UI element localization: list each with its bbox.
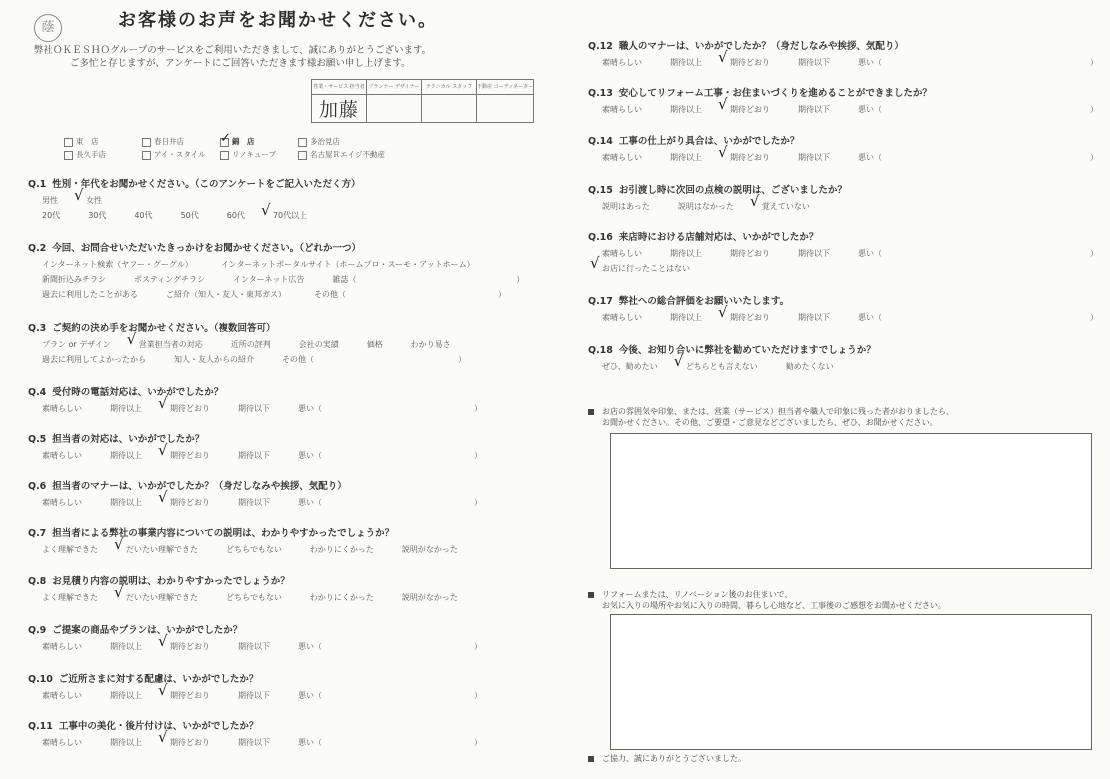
question-heading	[28, 176, 548, 190]
question-number: Q.3	[28, 323, 47, 334]
question-text: 性別・年代をお聞かせください。（このアンケートをご記入いただく方）	[52, 179, 361, 190]
answer-option[interactable]: インターネット広告	[233, 275, 305, 284]
checkbox-icon[interactable]	[220, 151, 229, 160]
answer-option[interactable]: 期待以上	[670, 58, 702, 67]
question-text: 弊社への総合評価をお願いいたします。	[618, 296, 790, 307]
answer-row	[28, 497, 548, 509]
question-text: 担当者のマナーは、いかがでしたか？（身だしなみや挨拶、気配り）	[52, 481, 347, 492]
question-number: Q.15	[588, 185, 613, 196]
question-number: Q.8	[28, 576, 47, 587]
question-heading	[588, 342, 1100, 356]
store-label: リノキューブ	[232, 150, 277, 159]
comment-1-line-1: お店の雰囲気や印象、または、営業（サービス）担当者や職人で印象に残った者がおりましたら、	[602, 407, 954, 416]
answer-option[interactable]: ぜひ、勧めたい	[602, 362, 658, 371]
store-option[interactable]	[298, 149, 385, 160]
answer-option[interactable]: 素晴らしい	[42, 404, 82, 413]
staff-header-planner: プランナー デザイナー	[367, 80, 422, 95]
answer-row	[28, 195, 548, 207]
comment-2-box[interactable]	[610, 614, 1092, 750]
answer-option-selected[interactable]: √ 期待どおり	[162, 641, 210, 653]
answer-option[interactable]: 期待以下	[798, 313, 830, 322]
question-block	[28, 384, 548, 418]
answer-option[interactable]: 期待以下	[238, 498, 270, 507]
answer-option-selected[interactable]: √ お店に行ったことはない	[594, 263, 690, 275]
answer-option[interactable]: 悪い（ ）	[298, 451, 482, 460]
answer-option[interactable]: 期待以下	[798, 105, 830, 114]
answer-option[interactable]: 雑誌（ ）	[332, 275, 525, 284]
question-block	[28, 478, 548, 512]
store-option[interactable]	[142, 136, 220, 147]
answer-row	[588, 248, 1100, 260]
question-text: 今後、お知り合いに弊社を勧めていただけますでしょうか？	[618, 345, 876, 356]
staff-header-sales: 営業・サービス 担当者	[312, 80, 367, 95]
question-text: ご契約の決め手をお聞かせください。（複数回答可）	[52, 323, 276, 334]
checked-box-icon[interactable]	[220, 138, 229, 147]
answer-option[interactable]: 勧めたくない	[785, 362, 834, 371]
answer-option-selected[interactable]: √ 期待どおり	[722, 104, 770, 116]
square-bullet-icon	[588, 756, 594, 762]
question-text: 今回、お問合せいただいたきっかけをお聞かせください。（どれか一つ）	[52, 243, 362, 254]
intro-line-1: 弊社ＯＫＥＳＨＯグループのサービスをご利用いただきまして、誠にありがとうございます。	[34, 45, 432, 56]
question-block	[28, 431, 548, 465]
company-logo: 蔭	[34, 14, 62, 42]
question-heading	[28, 431, 548, 445]
answer-option[interactable]: プラン or デザイン	[42, 340, 111, 349]
question-heading	[588, 229, 1100, 243]
answer-option[interactable]: 期待以下	[238, 451, 270, 460]
answer-row	[588, 201, 1100, 213]
question-text: ご近所さまに対する配慮は、いかがでしたか？	[58, 674, 259, 685]
question-number: Q.5	[28, 434, 47, 445]
staff-realestate-cell[interactable]	[477, 95, 534, 123]
answer-option[interactable]: 期待以上	[670, 249, 702, 258]
answer-option[interactable]: どちらでもない	[226, 545, 282, 554]
answer-option-selected[interactable]: √ 女性	[78, 195, 102, 207]
answer-row	[28, 289, 548, 301]
question-number: Q.2	[28, 243, 47, 254]
answer-option[interactable]: 期待以上	[110, 738, 142, 747]
answer-option-selected[interactable]: √ 期待どおり	[722, 312, 770, 324]
question-number: Q.18	[588, 345, 613, 356]
answer-option[interactable]: 悪い（ ）	[858, 153, 1098, 162]
answer-option[interactable]: 悪い（ ）	[858, 249, 1098, 258]
answer-row	[588, 312, 1100, 324]
question-number: Q.4	[28, 387, 47, 398]
question-heading	[588, 293, 1100, 307]
answer-option[interactable]: 価格	[366, 340, 383, 349]
answer-option[interactable]: 期待以下	[238, 691, 270, 700]
store-option[interactable]	[64, 149, 142, 160]
answer-option[interactable]: 悪い（ ）	[858, 105, 1098, 114]
answer-option[interactable]: 会社の実績	[298, 340, 339, 349]
left-column	[28, 0, 548, 779]
question-text: 安心してリフォーム工事・お住まいづくりを進めることができましたか？	[618, 88, 932, 99]
question-text: 担当者の対応は、いかがでしたか？	[52, 434, 205, 445]
question-number: Q.7	[28, 528, 47, 539]
question-heading	[588, 85, 1100, 99]
comment-1-line-2: お聞かせください。その他、ご要望・ご意見などございましたら、ぜひ、お聞かせください。	[602, 418, 938, 427]
answer-row	[588, 152, 1100, 164]
answer-row	[28, 544, 548, 556]
answer-option[interactable]: 期待以上	[670, 105, 702, 114]
store-label: 錦 店	[232, 137, 255, 146]
checkbox-icon[interactable]	[142, 151, 151, 160]
question-heading	[588, 182, 1100, 196]
answer-option[interactable]: 説明がなかった	[401, 593, 458, 602]
answer-option[interactable]: 期待以下	[238, 404, 270, 413]
question-text: 工事の仕上がり具合は、いかがでしたか？	[618, 136, 800, 147]
checkbox-icon[interactable]	[298, 138, 307, 147]
store-option[interactable]	[220, 136, 298, 147]
question-number: Q.11	[28, 721, 53, 732]
answer-option[interactable]: 素晴らしい	[602, 249, 642, 258]
answer-option[interactable]: 素晴らしい	[42, 642, 82, 651]
store-label: 東 店	[76, 137, 99, 146]
question-block	[588, 342, 1100, 376]
question-heading	[28, 573, 548, 587]
answer-option[interactable]: よく理解できた	[42, 593, 98, 602]
question-block	[28, 176, 548, 225]
question-block	[28, 573, 548, 607]
answer-option[interactable]: 悪い（ ）	[858, 58, 1098, 67]
answer-option[interactable]: 素晴らしい	[602, 313, 642, 322]
checkbox-icon[interactable]	[142, 138, 151, 147]
question-heading	[28, 718, 548, 732]
answer-option[interactable]: 期待以下	[238, 642, 270, 651]
question-number: Q.13	[588, 88, 613, 99]
question-block	[28, 718, 548, 752]
answer-option[interactable]: 過去に利用してよかったから	[42, 355, 146, 364]
question-block	[588, 182, 1100, 216]
answer-option-selected[interactable]: √ 営業担当者の対応	[131, 339, 203, 351]
store-option[interactable]	[142, 149, 220, 160]
staff-signature: 加藤	[318, 99, 359, 121]
question-block	[588, 133, 1100, 167]
question-heading	[28, 320, 548, 334]
question-heading	[588, 38, 1100, 52]
answer-option[interactable]: 素晴らしい	[602, 153, 642, 162]
staff-table	[311, 79, 534, 123]
square-bullet-icon	[588, 409, 594, 415]
question-number: Q.16	[588, 232, 613, 243]
question-text: ご提案の商品やプランは、いかがでしたか？	[52, 625, 243, 636]
question-heading	[28, 240, 548, 254]
answer-row	[28, 403, 548, 415]
answer-row	[28, 737, 548, 749]
question-text: お引渡し時に次回の点検の説明は、ございましたか？	[618, 185, 847, 196]
question-block	[588, 85, 1100, 119]
question-heading	[28, 525, 548, 539]
question-heading	[28, 671, 548, 685]
question-text: 工事中の美化・後片付けは、いかがでしたか？	[58, 721, 259, 732]
answer-option[interactable]: 60代	[226, 211, 245, 220]
answer-option[interactable]: 30代	[88, 211, 107, 220]
answer-option[interactable]: 期待以下	[238, 738, 270, 747]
answer-option-selected[interactable]: √ 期待どおり	[162, 737, 210, 749]
answer-option[interactable]: 悪い（ ）	[298, 738, 482, 747]
answer-option[interactable]: 期待以上	[670, 153, 702, 162]
answer-option[interactable]: 悪い（ ）	[298, 404, 482, 413]
answer-option-selected[interactable]: √ どちらとも言えない	[678, 361, 758, 373]
staff-signature-cell[interactable]	[312, 95, 367, 123]
answer-option[interactable]: 期待どおり	[730, 249, 770, 258]
question-text: お見積り内容の説明は、わかりやすかったでしょうか？	[52, 576, 290, 587]
answer-option[interactable]: 期待以上	[670, 313, 702, 322]
staff-planner-cell[interactable]	[367, 95, 422, 123]
answer-option[interactable]: 近所の評判	[230, 340, 271, 349]
question-text: 職人のマナーは、いかがでしたか？（身だしなみや挨拶、気配り）	[618, 41, 904, 52]
answer-option[interactable]: その他（ ）	[282, 355, 466, 364]
question-heading	[28, 478, 548, 492]
answer-row	[28, 259, 548, 271]
answer-row	[28, 592, 548, 604]
question-number: Q.12	[588, 41, 613, 52]
intro-line-2: ご多忙と存じますが、アンケートにご回答いただきます様お願い申し上げます。	[70, 58, 411, 69]
answer-option[interactable]: 悪い（ ）	[298, 691, 482, 700]
answer-row	[588, 361, 1100, 373]
question-number: Q.10	[28, 674, 53, 685]
question-block	[28, 320, 548, 369]
answer-option[interactable]: インターネット検索（ヤフー・グーグル）	[42, 260, 193, 269]
answer-option[interactable]: 期待以上	[110, 642, 142, 651]
answer-option[interactable]: 素晴らしい	[42, 691, 82, 700]
question-text: 担当者による弊社の事業内容についての説明は、わかりやすかったでしょうか？	[52, 528, 395, 539]
checkbox-icon[interactable]	[64, 138, 73, 147]
answer-option[interactable]: 男性	[42, 196, 58, 205]
answer-option[interactable]: 期待以上	[110, 498, 142, 507]
closing-message	[588, 753, 746, 764]
question-heading	[28, 384, 548, 398]
checkbox-icon[interactable]	[64, 151, 73, 160]
answer-option-selected[interactable]: √ 期待どおり	[162, 497, 210, 509]
store-label: アイ・スタイル	[154, 150, 206, 159]
question-text: 来店時における店舗対応は、いかがでしたか？	[618, 232, 819, 243]
comment-2-line-1: リフォームまたは、リノベーション後のお住まいで、	[602, 590, 793, 599]
answer-option[interactable]: わかり易さ	[410, 340, 451, 349]
answer-option[interactable]: 悪い（ ）	[298, 498, 482, 507]
answer-row	[588, 263, 1100, 275]
comment-1-box[interactable]	[610, 433, 1092, 569]
question-heading	[28, 622, 548, 636]
question-number: Q.6	[28, 481, 47, 492]
store-label: 多治見店	[310, 137, 340, 146]
answer-option[interactable]: 新聞折込みチラシ	[42, 275, 106, 284]
answer-option[interactable]: 素晴らしい	[42, 451, 82, 460]
answer-option[interactable]: 期待以上	[110, 691, 142, 700]
store-checkboxes-row-1	[64, 136, 376, 147]
answer-option-selected[interactable]: √ 70代以上	[265, 210, 307, 222]
staff-header-realestate: 不動産 コーディネーター	[477, 80, 534, 95]
answer-option[interactable]: 知人・友人からの紹介	[174, 355, 254, 364]
answer-option-selected[interactable]: √ だいたい理解できた	[118, 592, 198, 604]
question-number: Q.14	[588, 136, 613, 147]
answer-option-selected[interactable]: √ 期待どおり	[162, 450, 210, 462]
answer-row	[28, 274, 548, 286]
answer-option-selected[interactable]: √ 期待どおり	[722, 152, 770, 164]
answer-option-selected[interactable]: √ 期待どおり	[722, 57, 770, 69]
answer-option[interactable]: 悪い（ ）	[858, 313, 1098, 322]
comment-2-line-2: お気に入りの場所やお気に入りの時間、暮らし心地など、工事後のご感想をお聞かせください。	[602, 601, 946, 610]
question-block	[28, 622, 548, 656]
answer-option[interactable]: 期待以上	[110, 404, 142, 413]
closing-text: ご協力、誠にありがとうございました。	[602, 754, 746, 763]
answer-option[interactable]: 期待以下	[798, 153, 830, 162]
question-block	[28, 671, 548, 705]
answer-option-selected[interactable]: √ だいたい理解できた	[118, 544, 198, 556]
answer-option[interactable]: 説明はなかった	[677, 202, 734, 211]
answer-option[interactable]: 悪い（ ）	[298, 642, 482, 651]
answer-option[interactable]: よく理解できた	[42, 545, 98, 554]
checkbox-icon[interactable]	[298, 151, 307, 160]
question-number: Q.1	[28, 179, 47, 190]
answer-option[interactable]: 期待以下	[798, 249, 830, 258]
answer-row	[28, 339, 548, 351]
page-title: お客様のお声をお聞かせください。	[118, 10, 438, 31]
answer-option[interactable]: わかりにくかった	[309, 545, 374, 554]
store-option[interactable]	[220, 149, 298, 160]
comment-2-prompt	[588, 589, 946, 611]
staff-technical-cell[interactable]	[422, 95, 477, 123]
answer-row	[588, 104, 1100, 116]
answer-option[interactable]: 素晴らしい	[42, 498, 82, 507]
question-text: 受付時の電話対応は、いかがでしたか？	[52, 387, 224, 398]
question-block	[588, 293, 1100, 327]
answer-option-selected[interactable]: √ 期待どおり	[162, 403, 210, 415]
answer-option[interactable]: 素晴らしい	[42, 738, 82, 747]
answer-option[interactable]: 過去に利用したことがある	[42, 290, 138, 299]
question-block	[588, 229, 1100, 278]
answer-option[interactable]: 40代	[134, 211, 153, 220]
answer-option-selected[interactable]: √ 覚えていない	[754, 201, 810, 213]
answer-option[interactable]: ポスティングチラシ	[134, 275, 206, 284]
answer-option[interactable]: 50代	[180, 211, 199, 220]
square-bullet-icon	[588, 592, 594, 598]
answer-row	[28, 641, 548, 653]
question-number: Q.9	[28, 625, 47, 636]
answer-option[interactable]: どちらでもない	[226, 593, 282, 602]
store-label: 春日井店	[154, 137, 184, 146]
answer-option[interactable]: 素晴らしい	[602, 105, 642, 114]
answer-option[interactable]: 期待以上	[110, 451, 142, 460]
answer-option-selected[interactable]: √ 期待どおり	[162, 690, 210, 702]
answer-option[interactable]: ご紹介（知人・友人・東邦ガス）	[166, 290, 286, 299]
answer-option[interactable]: 期待以下	[798, 58, 830, 67]
answer-option[interactable]: インターネットポータルサイト（ホームプロ・スーモ・アットホーム）	[220, 260, 475, 269]
store-option[interactable]	[64, 136, 142, 147]
store-label: 長久手店	[76, 150, 106, 159]
store-checkboxes-row-2	[64, 149, 385, 160]
answer-row	[588, 57, 1100, 69]
store-label: 名古屋Ｒエイジ不動産	[310, 150, 385, 159]
answer-option[interactable]: 説明がなかった	[401, 545, 458, 554]
answer-option[interactable]: わかりにくかった	[309, 593, 374, 602]
staff-header-technical: テクニカル スタッフ	[422, 80, 477, 95]
store-option[interactable]	[298, 136, 376, 147]
answer-option[interactable]: 説明はあった	[602, 202, 650, 211]
answer-option[interactable]: その他（ ）	[314, 290, 506, 299]
question-heading	[588, 133, 1100, 147]
answer-row	[28, 210, 548, 222]
answer-row	[28, 690, 548, 702]
answer-row	[28, 354, 548, 366]
comment-1-prompt	[588, 406, 954, 428]
question-block	[28, 525, 548, 559]
answer-option[interactable]: 素晴らしい	[602, 58, 642, 67]
question-block	[588, 38, 1100, 72]
question-block	[28, 240, 548, 304]
answer-option[interactable]: 20代	[42, 211, 61, 220]
question-number: Q.17	[588, 296, 613, 307]
right-column	[588, 0, 1100, 779]
answer-row	[28, 450, 548, 462]
